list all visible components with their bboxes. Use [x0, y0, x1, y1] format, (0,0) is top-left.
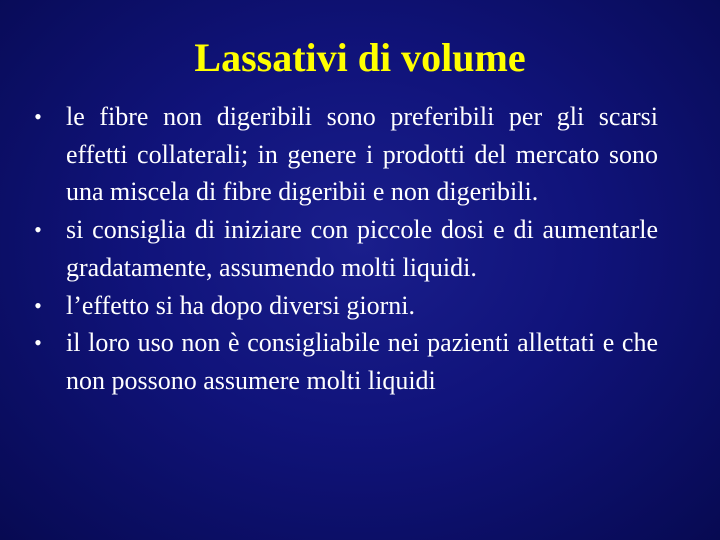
bullet-text: l’effetto si ha dopo diversi giorni. [66, 290, 416, 320]
bullet-item [28, 324, 658, 399]
bullet-text: si consiglia di iniziare con piccole dosi e di aumentarle gradatamente, assumendo molti liquidi. [66, 215, 658, 282]
bullet-dot-icon: • [34, 330, 42, 356]
bullet-item [28, 287, 658, 325]
bullet-item [28, 211, 658, 286]
bullet-dot-icon: • [34, 104, 42, 129]
bullet-dot-icon: • [34, 292, 42, 318]
bullet-dot-icon: • [34, 217, 42, 243]
bullet-item [28, 98, 658, 211]
bullet-text: il loro uso non è consigliabile nei pazienti allettati e che non possono assumere molti liquidi [66, 328, 658, 395]
bullet-list [28, 98, 658, 400]
bullet-text: le fibre non digeribili sono preferibili per gli scarsi effetti collaterali; in genere i prodotti del mercato sono una miscela di fibre digeribii e non digeribili. [66, 102, 658, 207]
slide-title: Lassativi di volume [194, 35, 526, 80]
